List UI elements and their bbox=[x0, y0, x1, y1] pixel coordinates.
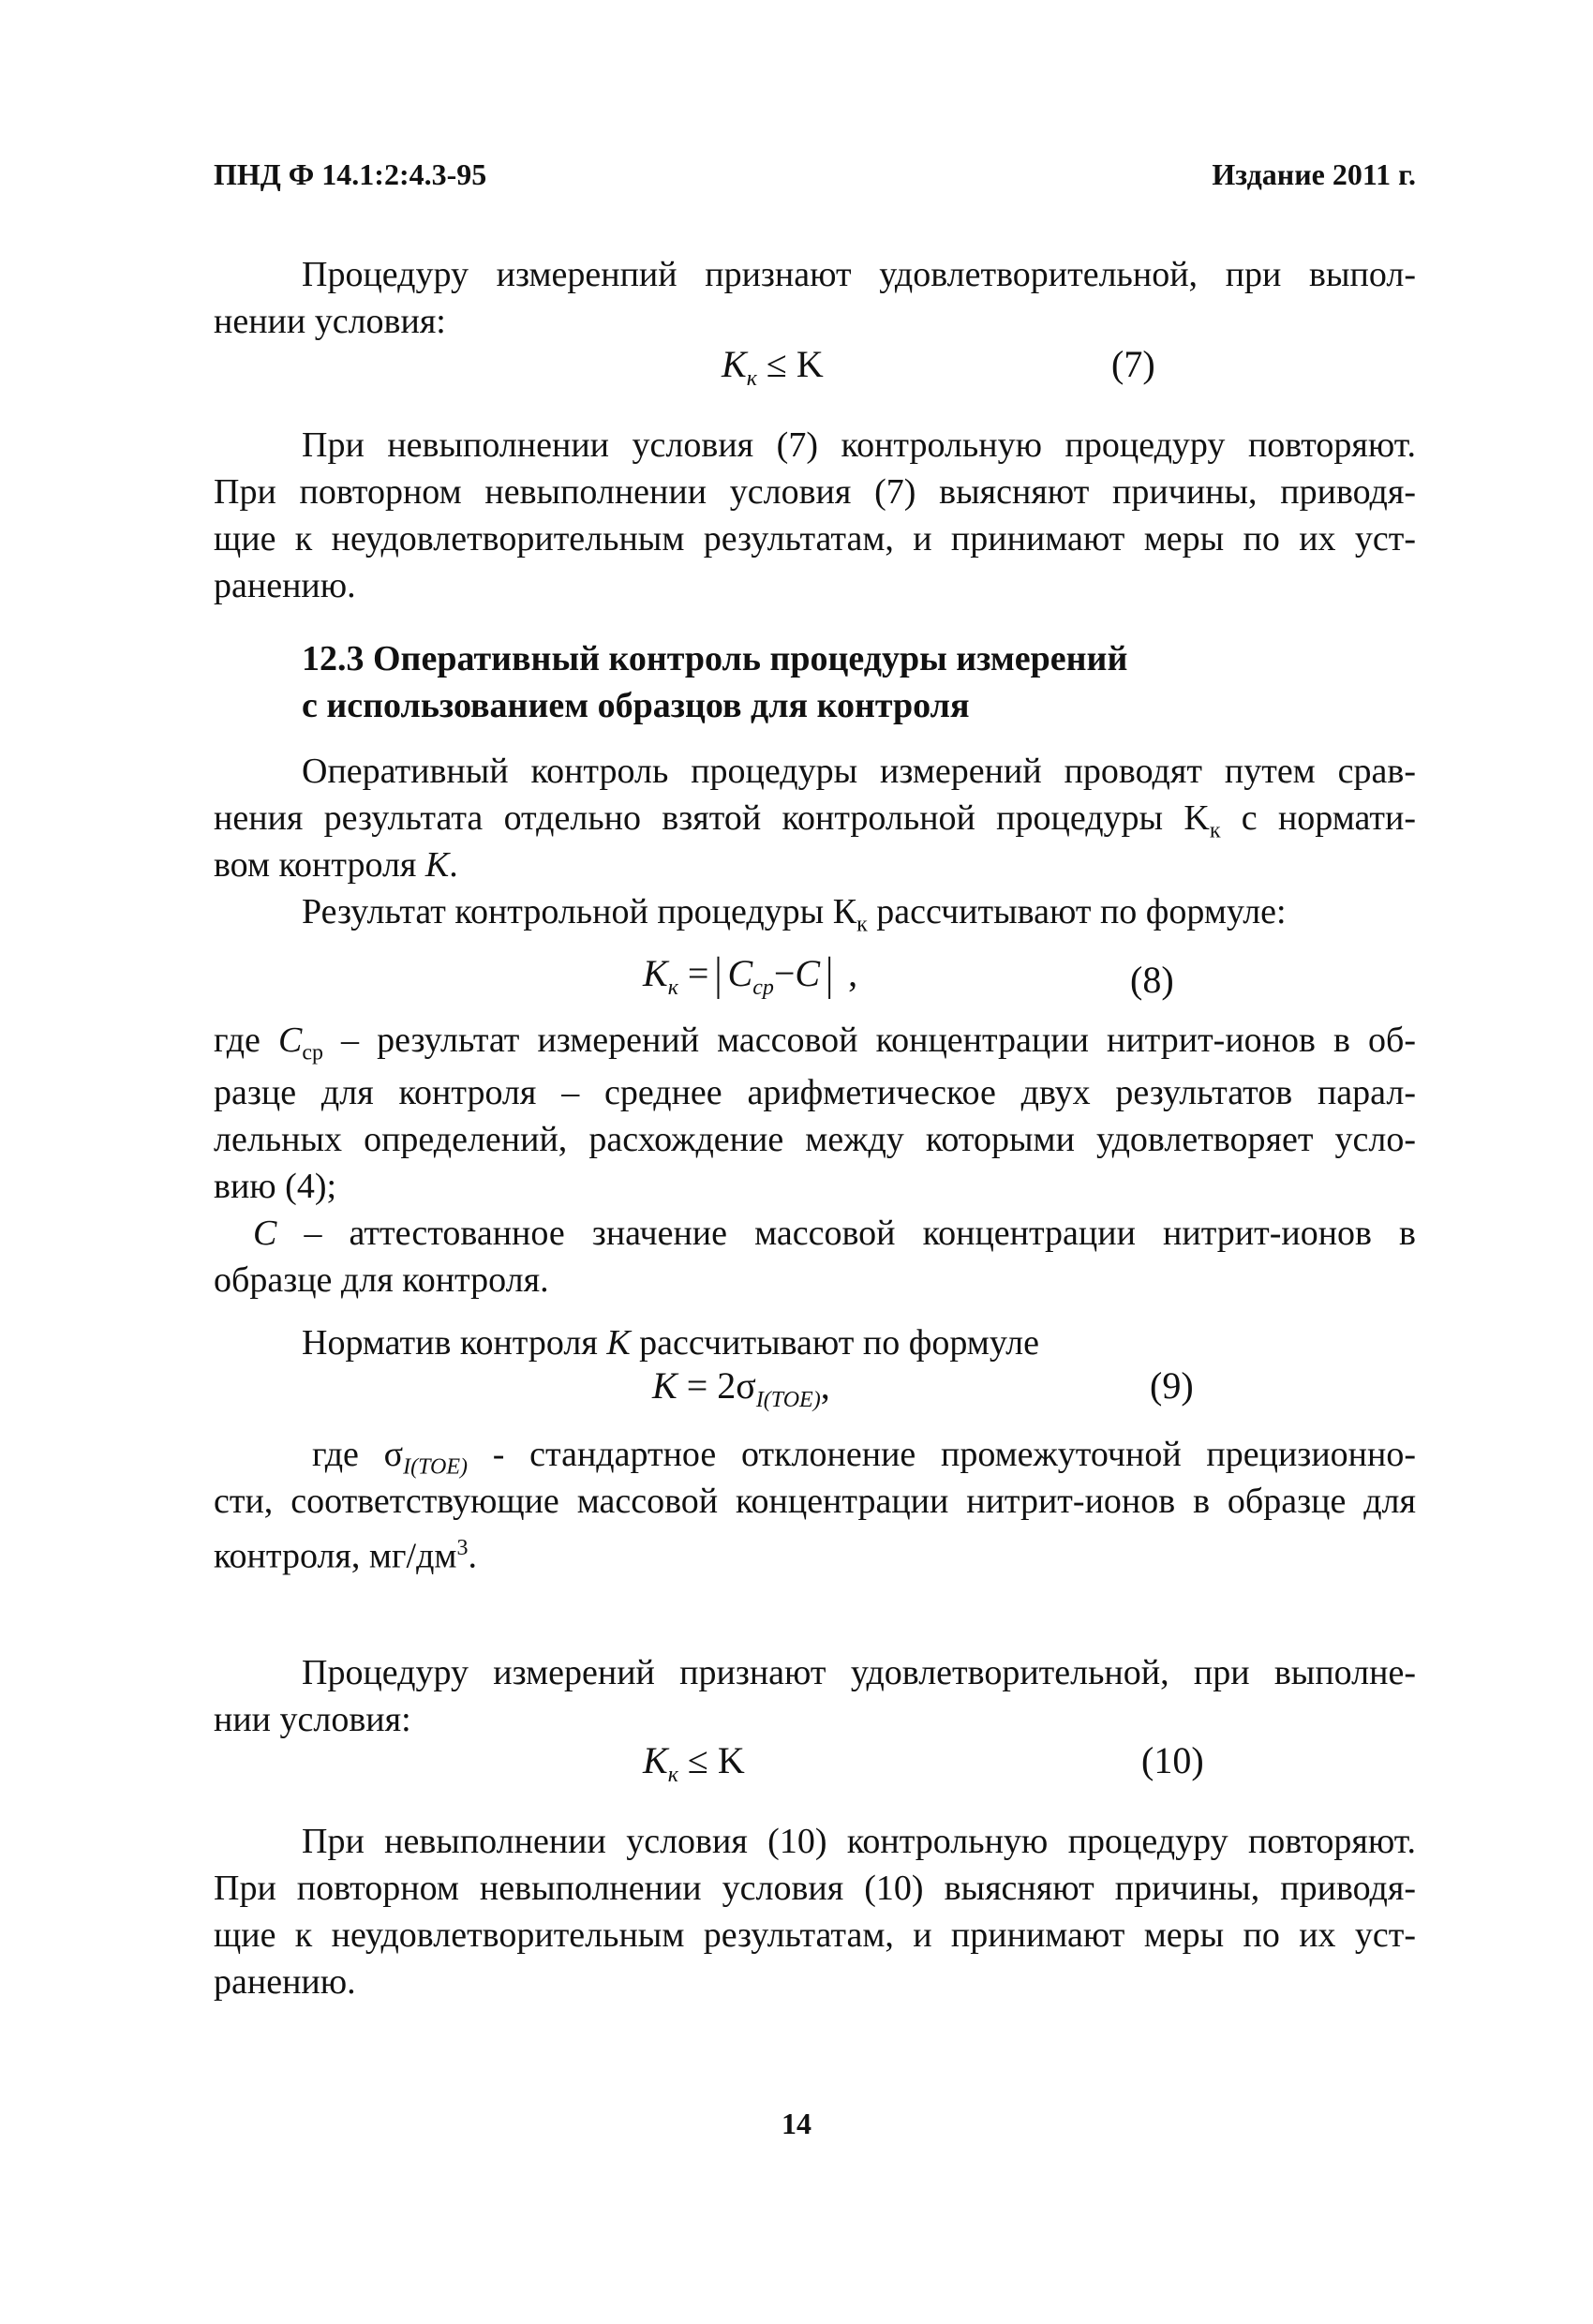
paragraph-line: разце для контроля – среднее арифметическое двух результатов парал- bbox=[214, 1073, 1416, 1112]
formula-comma: , bbox=[820, 1364, 830, 1407]
text-run: с нормати- bbox=[1220, 798, 1416, 838]
formula-minus: − bbox=[773, 952, 796, 994]
formula-subscript: к bbox=[667, 1763, 678, 1787]
section-heading: 12.3 Оперативный контроль процедуры измерений bbox=[302, 639, 1128, 678]
text-run: контроля, мг/дм bbox=[214, 1536, 457, 1576]
formula-symbol: C bbox=[253, 1214, 277, 1253]
formula-number: (10) bbox=[1141, 1739, 1204, 1781]
paragraph-line: Процедуру измерений признают удовлетворительной, при выполне- bbox=[302, 1653, 1416, 1692]
paragraph-line: щие к неудовлетворительным результатам, и принимают меры по их уст- bbox=[214, 1915, 1416, 1955]
abs-bar-left: | bbox=[714, 946, 722, 1000]
formula-subscript: к bbox=[1209, 818, 1221, 843]
section-heading: с использованием образцов для контроля bbox=[302, 686, 970, 725]
paragraph-line: При повторном невыполнении условия (10) выясняют причины, приводя- bbox=[214, 1869, 1416, 1908]
paragraph-line: лельных определений, расхождение между которыми удовлетворяет усло- bbox=[214, 1120, 1416, 1159]
paragraph-line: нии условия: bbox=[214, 1700, 411, 1739]
text-run: – аттестованное значение массовой концентрации нитрит-ионов в bbox=[276, 1214, 1416, 1253]
paragraph-line bbox=[302, 1319, 1416, 1366]
text-run: Результат контрольной процедуры К bbox=[302, 892, 857, 931]
formula-8 bbox=[643, 946, 858, 1001]
text-run: нения результата отдельно взятой контрольной процедуры K bbox=[214, 798, 1210, 838]
paragraph-line: ранению. bbox=[214, 566, 356, 605]
paragraph-line: вию (4); bbox=[214, 1167, 337, 1206]
text-run: вом контроля bbox=[214, 845, 425, 885]
formula-9 bbox=[652, 1363, 830, 1413]
formula-symbol: K bbox=[643, 1739, 668, 1781]
formula-symbol: C bbox=[795, 952, 821, 994]
text-run: . bbox=[468, 1536, 477, 1576]
text-run: Норматив контроля bbox=[302, 1323, 607, 1363]
paragraph-line: сти, соответствующие массовой концентрации нитрит-ионов в образце для bbox=[214, 1482, 1416, 1521]
formula-relation: ≤ K bbox=[677, 1739, 745, 1781]
formula-relation: = bbox=[677, 952, 709, 994]
formula-7 bbox=[722, 342, 824, 392]
formula-10 bbox=[643, 1738, 745, 1788]
formula-subscript: к bbox=[856, 912, 868, 937]
formula-subscript: ср bbox=[752, 976, 774, 1000]
formula-subscript: к bbox=[746, 366, 757, 391]
formula-symbol: K bbox=[606, 1323, 631, 1363]
paragraph-line bbox=[214, 1017, 1416, 1077]
formula-number: (9) bbox=[1150, 1364, 1194, 1407]
text-run: - стандартное отклонение промежуточной прецизионно- bbox=[468, 1435, 1416, 1474]
formula-number: (7) bbox=[1111, 343, 1155, 385]
formula-symbol: K bbox=[722, 343, 747, 385]
paragraph-line: нении условия: bbox=[214, 302, 446, 341]
formula-symbol: C bbox=[277, 1020, 303, 1060]
paragraph-line: Оперативный контроль процедуры измерений проводят путем срав- bbox=[302, 752, 1416, 791]
formula-comma: , bbox=[839, 952, 858, 994]
text-run: – результат измерений массовой концентрации нитрит-ионов в об- bbox=[322, 1020, 1416, 1060]
paragraph-line bbox=[214, 1525, 1416, 1580]
abs-bar-right: | bbox=[826, 946, 834, 1000]
text-run: где σ bbox=[312, 1435, 404, 1474]
formula-subscript: I(TOE) bbox=[755, 1388, 821, 1412]
paragraph-line bbox=[302, 888, 1416, 948]
paragraph-line bbox=[214, 842, 1416, 888]
text-run: где bbox=[214, 1020, 278, 1060]
paragraph-line: При невыполнении условия (7) контрольную процедуру повторяют. bbox=[302, 425, 1416, 465]
formula-number: (8) bbox=[1130, 959, 1174, 1001]
document-code: ПНД Ф 14.1:2:4.3-95 bbox=[214, 157, 487, 191]
formula-symbol: K bbox=[424, 845, 450, 885]
formula-superscript: 3 bbox=[456, 1536, 469, 1560]
formula-subscript: I(TOE) bbox=[403, 1454, 469, 1480]
text-run: рассчитывают по формуле: bbox=[867, 892, 1287, 931]
formula-symbol: K bbox=[652, 1364, 677, 1407]
formula-symbol: C bbox=[727, 952, 753, 994]
formula-subscript: ср bbox=[302, 1040, 323, 1065]
paragraph-line: Процедуру измеренпий признают удовлетворительной, при выпол- bbox=[302, 255, 1416, 294]
formula-subscript: к bbox=[667, 976, 678, 1000]
paragraph-line: щие к неудовлетворительным результатам, и принимают меры по их уст- bbox=[214, 519, 1416, 559]
formula-relation: = 2σ bbox=[677, 1364, 756, 1407]
text-run: . bbox=[449, 845, 458, 885]
page-number: 14 bbox=[782, 2107, 811, 2140]
paragraph-line: образце для контроля. bbox=[214, 1260, 549, 1300]
paragraph-line: При невыполнении условия (10) контрольную процедуру повторяют. bbox=[302, 1822, 1416, 1861]
formula-symbol: K bbox=[643, 952, 668, 994]
paragraph-line bbox=[253, 1210, 1416, 1257]
paragraph-line: При повторном невыполнении условия (7) выясняют причины, приводя- bbox=[214, 472, 1416, 512]
edition-label: Издание 2011 г. bbox=[1212, 157, 1416, 191]
formula-relation: ≤ K bbox=[756, 343, 824, 385]
text-run: рассчитывают по формуле bbox=[630, 1323, 1039, 1363]
paragraph-line: ранению. bbox=[214, 1962, 356, 2002]
